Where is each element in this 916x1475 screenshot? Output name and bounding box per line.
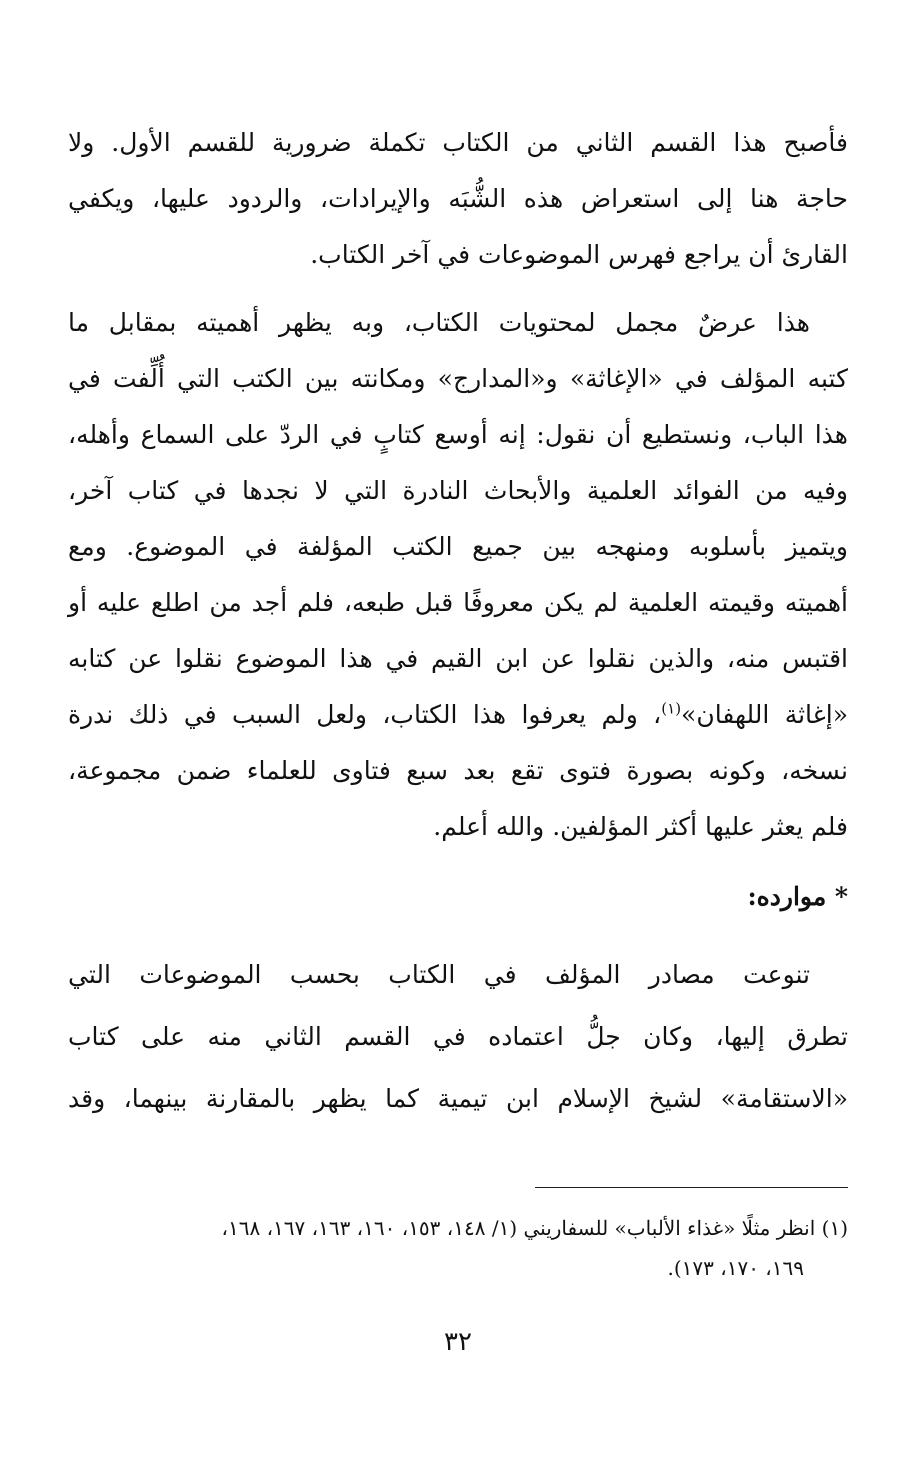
text-line: أهميته وقيمته العلمية لم يكن معروفًا قبل طبعه، فلم أجد من اطلع عليه أو	[68, 588, 848, 617]
footnote-reference[interactable]: (١)	[661, 699, 682, 718]
text-run: ، ولم يعرفوا هذا الكتاب، ولعل السبب في ذلك ندرة	[68, 700, 662, 729]
text-line: تنوعت مصادر المؤلف في الكتاب بحسب الموضوعات التي	[68, 960, 810, 989]
text-line: نسخه، وكونه بصورة فتوى تقع بعد سبع فتاوى للعلماء ضمن مجموعة،	[68, 756, 848, 785]
section-heading: * موارده:	[747, 882, 848, 911]
text-line: هذا الباب، ونستطيع أن نقول: إنه أوسع كتابٍ في الردّ على السماع وأهله،	[68, 420, 848, 449]
footnote-line: ١٦٩، ١٧٠، ١٧٣).	[667, 1256, 804, 1280]
footnote-divider	[535, 1187, 848, 1188]
text-line-with-footnote-ref	[68, 690, 848, 740]
text-line: هذا عرضٌ مجمل لمحتويات الكتاب، وبه يظهر أهميته بمقابل ما	[68, 308, 810, 337]
text-line: حاجة هنا إلى استعراض هذه الشُّبَه والإيرادات، والردود عليها، ويكفي	[68, 184, 848, 213]
text-line: القارئ أن يراجع فهرس الموضوعات في آخر الكتاب.	[310, 240, 848, 269]
text-line: «الاستقامة» لشيخ الإسلام ابن تيمية كما يظهر بالمقارنة بينهما، وقد	[68, 1084, 848, 1113]
text-line: ويتميز بأسلوبه ومنهجه بين جميع الكتب المؤلفة في الموضوع. ومع	[68, 532, 848, 561]
book-title-quote: «إغاثة اللهفان»	[681, 700, 848, 729]
text-line: فأصبح هذا القسم الثاني من الكتاب تكملة ضرورية للقسم الأول. ولا	[68, 128, 848, 157]
footnote-line: (١) انظر مثلًا «غذاء الألباب» للسفاريني (١/ ١٤٨، ١٥٣، ١٦٠، ١٦٣، ١٦٧، ١٦٨،	[221, 1216, 848, 1240]
text-line: تطرق إليها، وكان جلُّ اعتماده في القسم الثاني منه على كتاب	[68, 1022, 848, 1051]
text-line: كتبه المؤلف في «الإغاثة» و«المدارج» ومكانته بين الكتب التي أُلِّفت في	[68, 364, 848, 393]
text-line: اقتبس منه، والذين نقلوا عن ابن القيم في هذا الموضوع نقلوا عن كتابه	[68, 644, 848, 673]
text-line: فلم يعثر عليها أكثر المؤلفين. والله أعلم.	[433, 812, 848, 841]
page-number: ٣٢	[444, 1327, 472, 1357]
text-line: وفيه من الفوائد العلمية والأبحاث النادرة التي لا نجدها في كتاب آخر،	[68, 476, 848, 505]
